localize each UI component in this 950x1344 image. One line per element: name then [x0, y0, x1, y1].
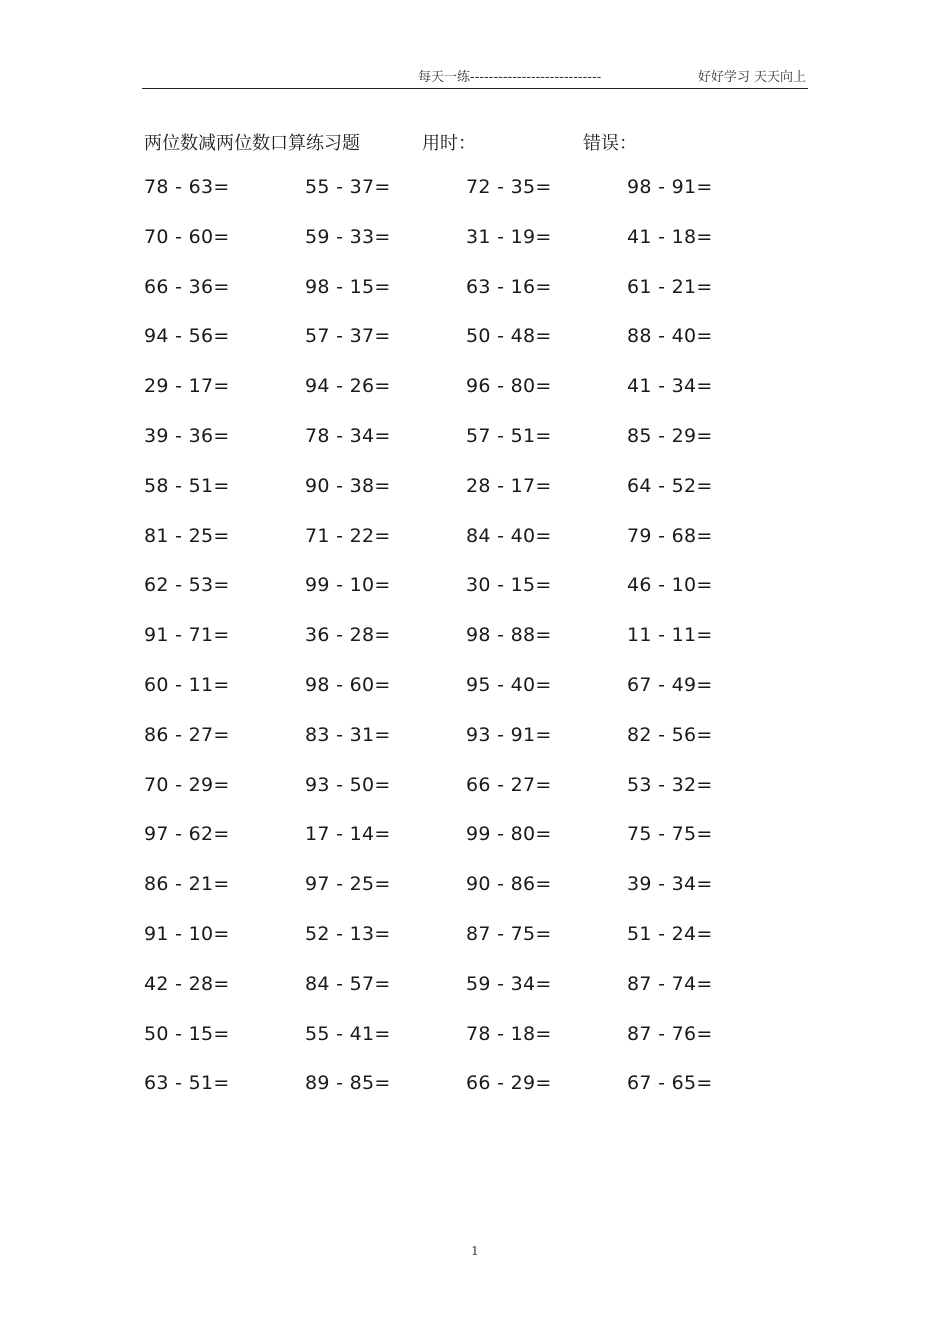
problem-item: 42 - 28=	[144, 972, 230, 995]
header-right-text: 好好学习 天天向上	[697, 70, 806, 85]
problem-item: 39 - 36=	[144, 424, 230, 447]
problem-item: 87 - 76=	[627, 1022, 713, 1045]
problem-item: 98 - 88=	[466, 624, 552, 647]
problem-row	[0, 624, 950, 674]
problem-item: 86 - 27=	[144, 723, 230, 746]
problem-row	[0, 176, 950, 226]
problem-row	[0, 325, 950, 375]
problem-item: 59 - 34=	[466, 972, 552, 995]
problem-item: 52 - 13=	[305, 922, 391, 945]
problem-item: 83 - 31=	[305, 723, 391, 746]
problem-row	[0, 276, 950, 326]
problem-item: 88 - 40=	[627, 325, 713, 348]
problem-item: 39 - 34=	[627, 873, 713, 896]
title-row	[0, 129, 950, 157]
problem-item: 98 - 15=	[305, 275, 391, 298]
problem-item: 94 - 56=	[144, 325, 230, 348]
problem-row	[0, 724, 950, 774]
problem-item: 99 - 80=	[466, 823, 552, 846]
problem-item: 61 - 21=	[627, 275, 713, 298]
problem-item: 97 - 25=	[305, 873, 391, 896]
problem-item: 99 - 10=	[305, 574, 391, 597]
problem-item: 96 - 80=	[466, 375, 552, 398]
problem-item: 66 - 27=	[466, 773, 552, 796]
problem-item: 90 - 86=	[466, 873, 552, 896]
problem-item: 67 - 49=	[627, 673, 713, 696]
problem-item: 94 - 26=	[305, 375, 391, 398]
problem-item: 29 - 17=	[144, 375, 230, 398]
problem-item: 51 - 24=	[627, 922, 713, 945]
problem-item: 60 - 11=	[144, 673, 230, 696]
errors-label: 错误：	[583, 133, 637, 154]
problem-item: 86 - 21=	[144, 873, 230, 896]
problem-item: 93 - 91=	[466, 723, 552, 746]
problem-item: 55 - 41=	[305, 1022, 391, 1045]
problem-row	[0, 973, 950, 1023]
time-used-label: 用时：	[422, 133, 476, 154]
problem-row	[0, 425, 950, 475]
problem-item: 90 - 38=	[305, 474, 391, 497]
problem-item: 57 - 37=	[305, 325, 391, 348]
problem-item: 84 - 40=	[466, 524, 552, 547]
problem-item: 93 - 50=	[305, 773, 391, 796]
problem-row	[0, 823, 950, 873]
problem-item: 78 - 34=	[305, 424, 391, 447]
problem-item: 62 - 53=	[144, 574, 230, 597]
problem-item: 79 - 68=	[627, 524, 713, 547]
problem-item: 57 - 51=	[466, 424, 552, 447]
problem-item: 66 - 29=	[466, 1072, 552, 1095]
problem-item: 59 - 33=	[305, 225, 391, 248]
problem-row	[0, 774, 950, 824]
problem-row	[0, 525, 950, 575]
problem-item: 11 - 11=	[627, 624, 713, 647]
problem-item: 97 - 62=	[144, 823, 230, 846]
problem-row	[0, 226, 950, 276]
problem-row	[0, 1023, 950, 1073]
problem-item: 98 - 91=	[627, 176, 713, 198]
problem-item: 82 - 56=	[627, 723, 713, 746]
problem-item: 98 - 60=	[305, 673, 391, 696]
header-divider	[142, 88, 808, 89]
problem-item: 28 - 17=	[466, 474, 552, 497]
problem-item: 64 - 52=	[627, 474, 713, 497]
problem-item: 72 - 35=	[466, 176, 552, 198]
problem-item: 87 - 75=	[466, 922, 552, 945]
problem-item: 30 - 15=	[466, 574, 552, 597]
problem-item: 36 - 28=	[305, 624, 391, 647]
problem-row	[0, 574, 950, 624]
problem-item: 85 - 29=	[627, 424, 713, 447]
problem-item: 70 - 60=	[144, 225, 230, 248]
problem-row	[0, 923, 950, 973]
page-header	[142, 64, 808, 84]
problem-item: 46 - 10=	[627, 574, 713, 597]
problem-row	[0, 375, 950, 425]
problem-item: 84 - 57=	[305, 972, 391, 995]
problem-item: 75 - 75=	[627, 823, 713, 846]
problem-item: 87 - 74=	[627, 972, 713, 995]
problem-row	[0, 1072, 950, 1122]
problem-item: 71 - 22=	[305, 524, 391, 547]
page-number: 1	[471, 1244, 479, 1258]
problem-item: 58 - 51=	[144, 474, 230, 497]
worksheet-title: 两位数减两位数口算练习题	[144, 133, 360, 154]
problem-item: 78 - 18=	[466, 1022, 552, 1045]
problem-grid	[0, 176, 950, 1122]
problem-item: 66 - 36=	[144, 275, 230, 298]
problem-row	[0, 674, 950, 724]
problem-item: 63 - 16=	[466, 275, 552, 298]
problem-item: 55 - 37=	[305, 176, 391, 198]
header-left-text: 每天一练----------------------------	[418, 70, 602, 85]
problem-item: 91 - 10=	[144, 922, 230, 945]
problem-row	[0, 873, 950, 923]
problem-item: 50 - 15=	[144, 1022, 230, 1045]
problem-item: 41 - 18=	[627, 225, 713, 248]
problem-item: 53 - 32=	[627, 773, 713, 796]
problem-item: 63 - 51=	[144, 1072, 230, 1095]
problem-item: 67 - 65=	[627, 1072, 713, 1095]
problem-item: 50 - 48=	[466, 325, 552, 348]
problem-item: 91 - 71=	[144, 624, 230, 647]
problem-item: 89 - 85=	[305, 1072, 391, 1095]
problem-item: 31 - 19=	[466, 225, 552, 248]
problem-item: 17 - 14=	[305, 823, 391, 846]
problem-item: 81 - 25=	[144, 524, 230, 547]
problem-item: 95 - 40=	[466, 673, 552, 696]
problem-item: 41 - 34=	[627, 375, 713, 398]
problem-row	[0, 475, 950, 525]
problem-item: 70 - 29=	[144, 773, 230, 796]
problem-item: 78 - 63=	[144, 176, 230, 198]
